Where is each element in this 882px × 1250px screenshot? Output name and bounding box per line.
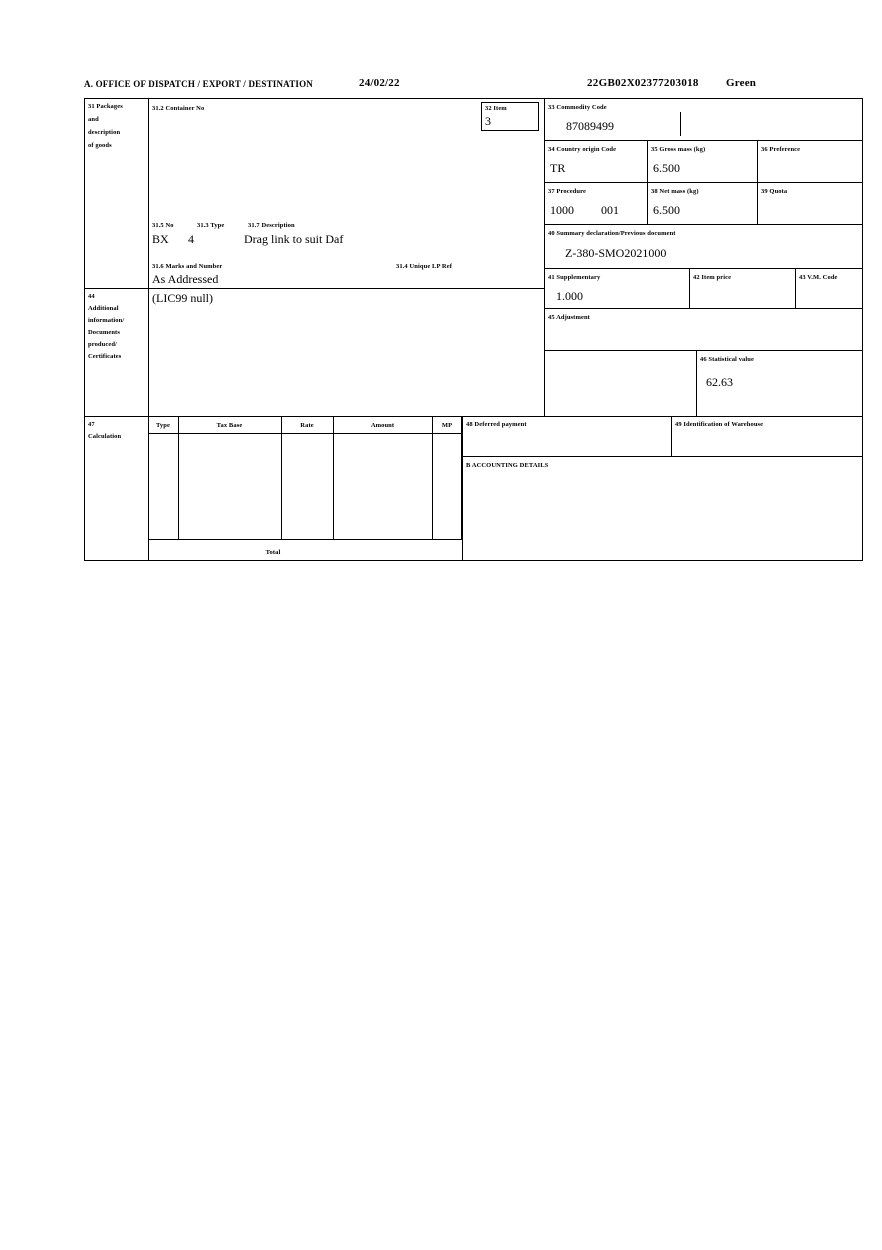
box41-label: 41 Supplementary xyxy=(548,274,601,281)
box44-label-line-1: 44 xyxy=(88,293,95,300)
box44-label-line-2: Additional xyxy=(88,305,119,312)
box40-value: Z-380-SMO2021000 xyxy=(565,246,667,260)
box47-column-header-type: Type xyxy=(155,422,170,429)
box41-row-bottom-divider xyxy=(544,308,863,309)
box-32-item xyxy=(481,102,539,131)
box44-label-line-5: produced/ xyxy=(88,341,117,348)
box34-value: TR xyxy=(550,161,566,175)
box47-total-label: Total xyxy=(265,549,281,556)
box47-header-bottom-divider xyxy=(148,433,462,434)
box33-label: 33 Commodity Code xyxy=(548,104,607,111)
box44-value: (LIC99 null) xyxy=(152,291,213,305)
box33-bottom-divider xyxy=(544,140,863,141)
box31-5-no-value: BX xyxy=(152,232,169,246)
box37-38-divider xyxy=(647,182,648,224)
box38-value: 6.500 xyxy=(653,203,680,217)
box45-label: 45 Adjustment xyxy=(548,314,590,321)
box33-value: 87089499 xyxy=(566,119,614,133)
box43-label: 43 V.M. Code xyxy=(799,274,838,281)
box48-49-divider xyxy=(671,416,672,456)
box44-label-line-3: information/ xyxy=(88,317,125,324)
box34-row-bottom-divider xyxy=(544,182,863,183)
box31-label-line-4: of goods xyxy=(88,142,112,149)
box31-5-no-label: 31.5 No xyxy=(152,222,174,229)
box35-value: 6.500 xyxy=(653,161,680,175)
box34-35-divider xyxy=(647,140,648,182)
box47-table-frame xyxy=(148,416,462,540)
box41-value: 1.000 xyxy=(556,289,583,303)
box32-value: 3 xyxy=(485,114,491,128)
box40-label: 40 Summary declaration/Previous document xyxy=(548,230,676,237)
box31-label-line-1: 31 Packages xyxy=(88,103,123,110)
movement-reference-number: 22GB02X02377203018 xyxy=(587,77,699,89)
box48-bottom-divider xyxy=(462,456,863,457)
copy-colour-label: Green xyxy=(726,77,757,89)
box31-6-marks-value: As Addressed xyxy=(152,272,219,286)
box47-col-divider-rate xyxy=(333,416,334,540)
box37-value-secondary: 001 xyxy=(601,203,619,217)
box47-label-line-2: Calculation xyxy=(88,433,122,440)
box38-label: 38 Net mass (kg) xyxy=(651,188,699,195)
box31-4-unique-lp-ref-label: 31.4 Unique LP Ref xyxy=(396,263,452,270)
box31-bottom-divider xyxy=(84,288,545,289)
box31-label-line-3: description xyxy=(88,129,121,136)
box31-7-description-value: Drag link to suit Daf xyxy=(244,232,344,246)
box31-3-type-label: 31.3 Type xyxy=(197,222,225,229)
box47-col-divider-type xyxy=(178,416,179,540)
box39-label: 39 Quota xyxy=(761,188,788,195)
box47-column-header-tax-base: Tax Base xyxy=(216,422,243,429)
box33-inner-divider xyxy=(680,112,681,136)
box47-label-line-1: 47 xyxy=(88,421,95,428)
box37-value: 1000 xyxy=(550,203,574,217)
box46-left-divider xyxy=(696,350,697,416)
box47-column-header-amount: Amount xyxy=(370,422,395,429)
declaration-date: 24/02/22 xyxy=(359,77,400,89)
box44-label-line-4: Documents xyxy=(88,329,120,336)
box40-bottom-divider xyxy=(544,268,863,269)
box34-label: 34 Country origin Code xyxy=(548,146,617,153)
box31-label-line-2: and xyxy=(88,116,99,123)
box46-label: 46 Statistical value xyxy=(700,356,754,363)
box46-value: 62.63 xyxy=(706,375,733,389)
box44-label-line-6: Certificates xyxy=(88,353,122,360)
box45-bottom-divider xyxy=(544,350,863,351)
box41-42-divider xyxy=(689,268,690,308)
box49-label: 49 Identification of Warehouse xyxy=(675,421,764,428)
box45-46-dotted-divider xyxy=(544,350,545,416)
box37-row-bottom-divider xyxy=(544,224,863,225)
box31-2-container-no-label: 31.2 Container No xyxy=(152,105,205,112)
box47-column-header-mp: MP xyxy=(441,422,453,429)
box35-label: 35 Gross mass (kg) xyxy=(651,146,706,153)
document-header xyxy=(84,79,864,95)
box32-label: 32 Item xyxy=(485,105,507,112)
box31-3-type-value: 4 xyxy=(188,232,194,246)
box-b-label: B ACCOUNTING DETAILS xyxy=(466,462,549,469)
box37-label: 37 Procedure xyxy=(548,188,586,195)
box36-label: 36 Preference xyxy=(761,146,801,153)
office-of-dispatch-label: A. OFFICE OF DISPATCH / EXPORT / DESTINATION xyxy=(84,79,314,89)
box42-43-divider xyxy=(795,268,796,308)
box35-36-divider xyxy=(757,140,758,182)
box38-39-divider xyxy=(757,182,758,224)
box42-label: 42 Item price xyxy=(693,274,732,281)
box47-column-header-rate: Rate xyxy=(300,422,314,429)
box47-col-divider-amount xyxy=(432,416,433,540)
box31-6-marks-label: 31.6 Marks and Number xyxy=(152,263,223,270)
box48-label: 48 Deferred payment xyxy=(466,421,527,428)
box31-7-description-label: 31.7 Description xyxy=(248,222,295,229)
box47-col-divider-taxbase xyxy=(281,416,282,540)
box47-right-divider xyxy=(462,416,463,561)
